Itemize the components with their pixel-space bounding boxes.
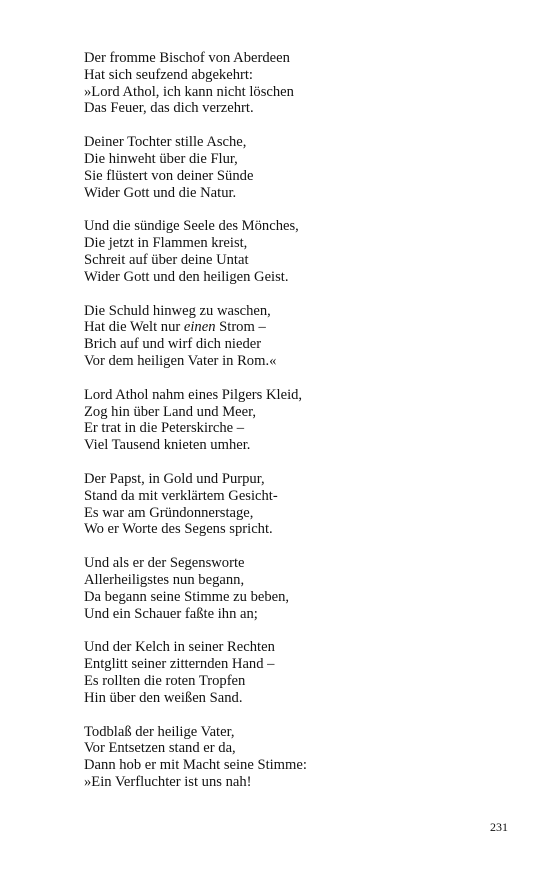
stanza [84, 50, 484, 117]
poem-line: Und die sündige Seele des Mönches, [84, 218, 299, 235]
line-text-after: Strom – [215, 319, 266, 336]
stanza [84, 639, 484, 706]
poem-line: »Ein Verfluchter ist uns nah! [84, 773, 252, 790]
poem-line: Es rollten die roten Tropfen [84, 672, 246, 689]
stanza [84, 134, 484, 201]
poem-line: Entglitt seiner zitternden Hand – [84, 656, 275, 673]
stanza [84, 387, 484, 454]
poem-line: Es war am Gründonnerstage, [84, 504, 254, 521]
poem-line: Schreit auf über deine Untat [84, 251, 249, 268]
poem-line: Vor dem heiligen Vater in Rom.« [84, 352, 277, 369]
poem-line: Und ein Schauer faßte ihn an; [84, 605, 258, 622]
poem-line: Lord Athol nahm eines Pilgers Kleid, [84, 386, 303, 403]
poem-line: Der fromme Bischof von Aberdeen [84, 50, 290, 66]
stanza [84, 303, 484, 370]
poem-line: Hat sich seufzend abgekehrt: [84, 66, 253, 83]
stanza [84, 471, 484, 538]
poem-line: Wider Gott und den heiligen Geist. [84, 268, 289, 285]
poem-line: Wider Gott und die Natur. [84, 184, 237, 201]
poem-line: Todblaß der heilige Vater, [84, 723, 235, 740]
poem-line: Dann hob er mit Macht seine Stimme: [84, 757, 307, 774]
line-text-before: Hat die Welt nur [84, 319, 184, 336]
poem-body [84, 50, 484, 808]
poem-line: Die hinweht über die Flur, [84, 150, 238, 167]
poem-line: Zog hin über Land und Meer, [84, 403, 257, 420]
poem-line: Wo er Worte des Segens spricht. [84, 521, 273, 538]
poem-line: Die Schuld hinweg zu waschen, [84, 302, 271, 319]
poem-line: Allerheiligstes nun begann, [84, 571, 245, 588]
poem-line: Hin über den weißen Sand. [84, 689, 243, 706]
poem-line: Viel Tausend knieten umher. [84, 437, 251, 454]
page-number: 231 [490, 820, 508, 834]
poem-line: Brich auf und wirf dich nieder [84, 336, 262, 353]
poem-line: Deiner Tochter stille Asche, [84, 134, 247, 151]
stanza [84, 218, 484, 285]
poem-line [84, 319, 484, 336]
poem-line: Und der Kelch in seiner Rechten [84, 639, 275, 656]
poem-line: Er trat in die Peterskirche – [84, 420, 245, 437]
poem-line: Und als er der Segensworte [84, 555, 245, 572]
poem-line: Stand da mit verklärtem Gesicht- [84, 487, 278, 504]
stanza [84, 724, 484, 791]
stanza [84, 555, 484, 622]
poem-line: Sie flüstert von deiner Sünde [84, 167, 254, 184]
poem-line: Da begann seine Stimme zu beben, [84, 588, 290, 605]
poem-line: »Lord Athol, ich kann nicht löschen [84, 83, 294, 100]
poem-line: Der Papst, in Gold und Purpur, [84, 470, 265, 487]
poem-line: Die jetzt in Flammen kreist, [84, 235, 248, 252]
line-text-italic: einen [183, 319, 216, 336]
poem-line: Das Feuer, das dich verzehrt. [84, 100, 254, 117]
poem-line: Vor Entsetzen stand er da, [84, 740, 236, 757]
